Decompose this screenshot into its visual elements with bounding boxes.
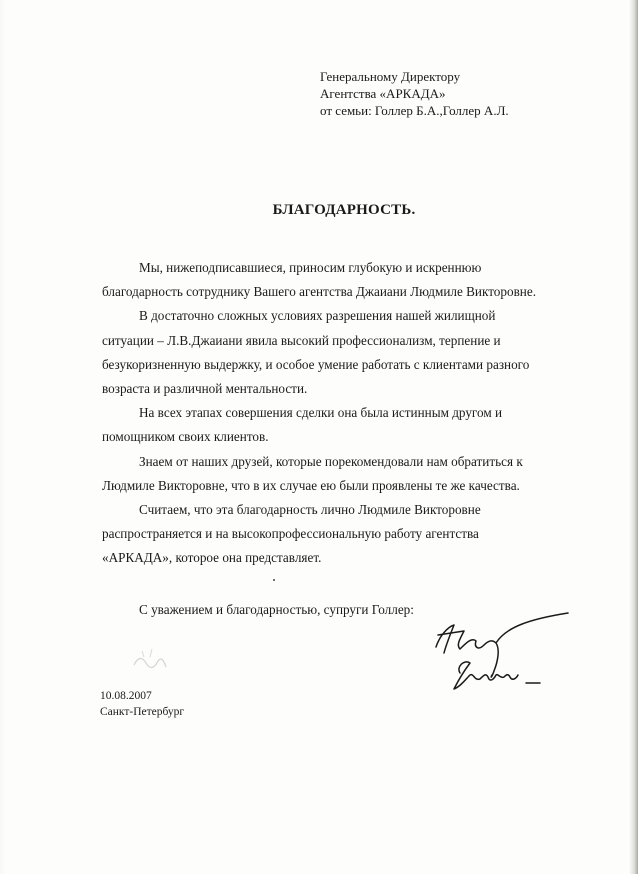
letter-city: Санкт-Петербург bbox=[100, 706, 185, 718]
paper-speck bbox=[273, 579, 275, 581]
signature-upper bbox=[436, 613, 568, 677]
letter-date: 10.08.2007 bbox=[100, 690, 152, 702]
handwritten-signatures bbox=[430, 605, 580, 705]
paragraph-line: Людмиле Викторовне, что в их случае ею были проявлены те же качества. bbox=[102, 477, 520, 493]
faint-stamp-mark bbox=[130, 645, 170, 673]
paragraph-2 bbox=[102, 304, 580, 401]
addressee-line-2: Агентства «АРКАДА» bbox=[320, 86, 446, 101]
closing-line: С уважением и благодарностью, супруги Голлер: bbox=[139, 602, 414, 617]
addressee-line-3: от семьи: Голлер Б.А.,Голлер А.Л. bbox=[320, 103, 509, 118]
letter-body bbox=[102, 256, 580, 571]
paragraph-line: возраста и различной ментальности. bbox=[102, 381, 308, 397]
paragraph-line: Знаем от наших друзей, которые порекомендовали нам обратиться к bbox=[139, 453, 523, 469]
addressee-block bbox=[320, 68, 509, 119]
paragraph-line: Считаем, что эта благодарность лично Людмиле Викторовне bbox=[139, 502, 481, 518]
addressee-line-1: Генеральному Директору bbox=[320, 69, 461, 84]
signature-lower bbox=[454, 662, 540, 689]
paragraph-5 bbox=[102, 498, 580, 571]
paragraph-line: В достаточно сложных условиях разрешения нашей жилищной bbox=[139, 308, 496, 324]
paragraph-line: ситуации – Л.В.Джаиани явила высокий профессионализм, терпение и bbox=[102, 332, 501, 348]
paragraph-line: На всех этапах совершения сделки она была истинным другом и bbox=[139, 405, 503, 421]
paragraph-4 bbox=[102, 450, 580, 498]
paragraph-line: помощником своих клиентов. bbox=[102, 429, 269, 445]
date-location-block bbox=[100, 688, 184, 720]
paragraph-line: безукоризненную выдержку, и особое умение работать с клиентами разного bbox=[102, 356, 530, 372]
letter-title: БЛАГОДАРНОСТЬ. bbox=[272, 202, 416, 218]
paragraph-line: Мы, нижеподписавшиеся, приносим глубокую и искреннюю bbox=[139, 260, 482, 275]
paragraph-1 bbox=[102, 256, 580, 304]
paragraph-3 bbox=[102, 401, 580, 449]
paragraph-line: распространяется и на высокопрофессиональную работу агентства bbox=[102, 526, 479, 542]
paragraph-line: благодарность сотруднику Вашего агентства Джаиани Людмиле Викторовне. bbox=[102, 284, 536, 300]
scan-edge-shadow bbox=[629, 0, 638, 874]
paragraph-line: «АРКАДА», которое она представляет. bbox=[102, 550, 322, 566]
